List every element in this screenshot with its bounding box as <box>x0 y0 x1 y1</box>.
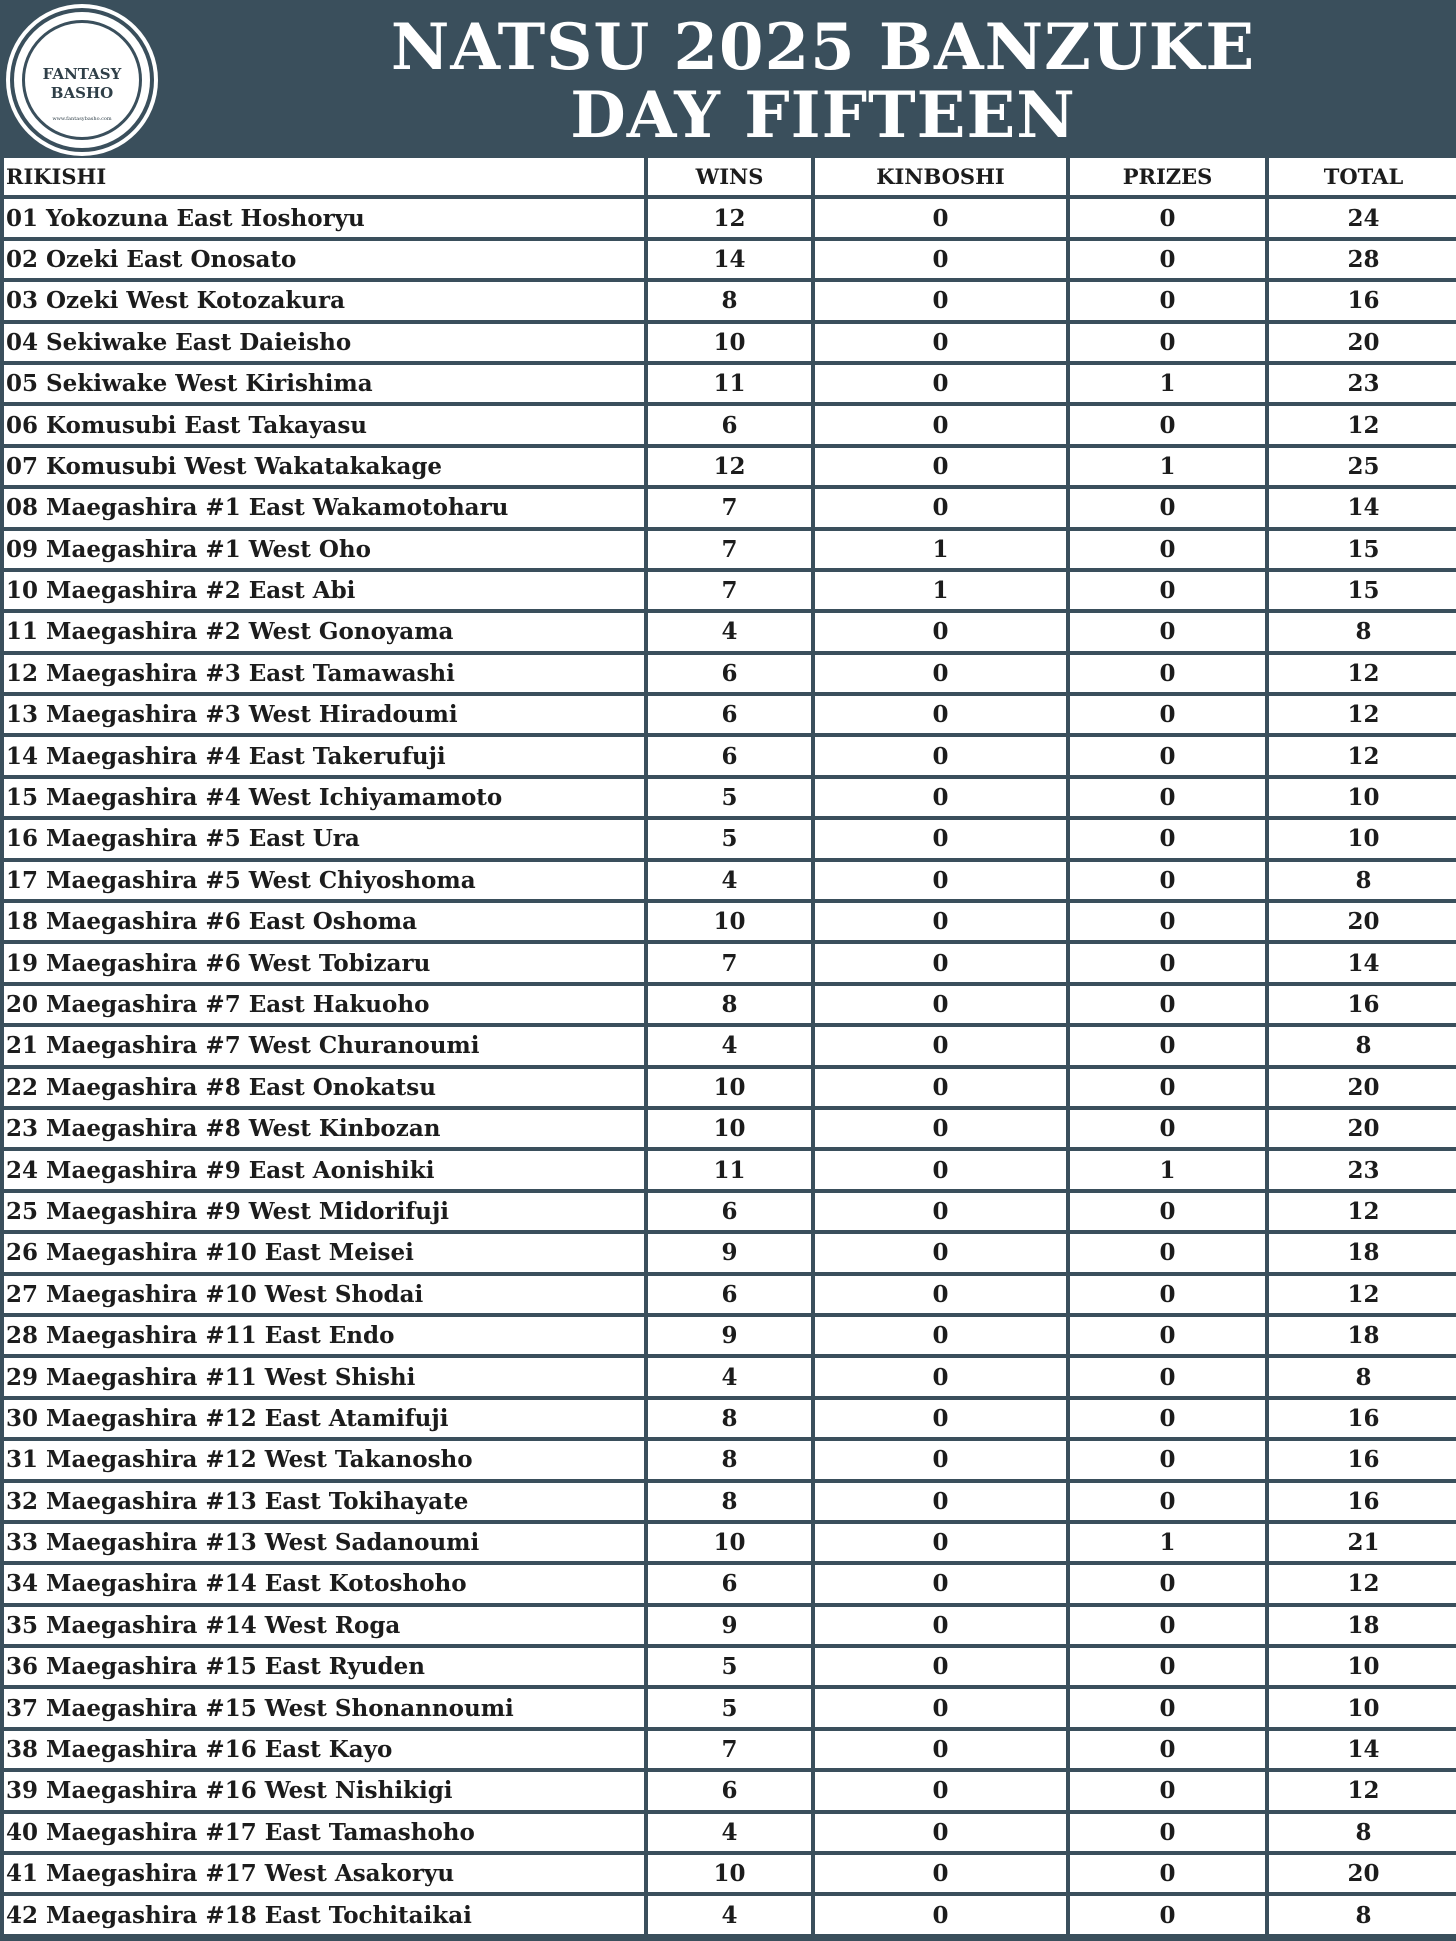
wins-cell: 7 <box>648 1731 811 1768</box>
kinboshi-cell: 1 <box>815 572 1066 609</box>
rikishi-cell: 41 Maegashira #17 West Asakoryu <box>4 1855 644 1892</box>
prizes-cell: 0 <box>1070 1441 1265 1478</box>
kinboshi-cell: 0 <box>815 1110 1066 1147</box>
rikishi-cell: 22 Maegashira #8 East Onokatsu <box>4 1069 644 1106</box>
total-cell: 16 <box>1269 1400 1456 1437</box>
prizes-cell: 0 <box>1070 1027 1265 1064</box>
prizes-cell: 0 <box>1070 406 1265 443</box>
wins-cell: 6 <box>648 655 811 692</box>
prizes-cell: 0 <box>1070 1400 1265 1437</box>
prizes-cell: 0 <box>1070 1358 1265 1395</box>
wins-cell: 5 <box>648 779 811 816</box>
kinboshi-cell: 0 <box>815 1855 1066 1892</box>
wins-cell: 10 <box>648 1855 811 1892</box>
rikishi-cell: 05 Sekiwake West Kirishima <box>4 365 644 402</box>
total-cell: 21 <box>1269 1524 1456 1561</box>
wins-cell: 4 <box>648 1896 811 1933</box>
kinboshi-cell: 0 <box>815 903 1066 940</box>
rikishi-cell: 21 Maegashira #7 West Churanoumi <box>4 1027 644 1064</box>
prizes-cell: 0 <box>1070 696 1265 733</box>
rikishi-cell: 03 Ozeki West Kotozakura <box>4 282 644 319</box>
wins-cell: 5 <box>648 1689 811 1726</box>
banzuke-table <box>4 158 1454 1934</box>
kinboshi-cell: 0 <box>815 1565 1066 1602</box>
wins-cell: 4 <box>648 862 811 899</box>
total-cell: 14 <box>1269 944 1456 981</box>
rikishi-cell: 36 Maegashira #15 East Ryuden <box>4 1648 644 1685</box>
total-cell: 10 <box>1269 1648 1456 1685</box>
wins-cell: 7 <box>648 531 811 568</box>
rikishi-cell: 19 Maegashira #6 West Tobizaru <box>4 944 644 981</box>
kinboshi-cell: 0 <box>815 406 1066 443</box>
wins-cell: 9 <box>648 1234 811 1271</box>
total-cell: 14 <box>1269 1731 1456 1768</box>
kinboshi-cell: 0 <box>815 1358 1066 1395</box>
wins-cell: 4 <box>648 1814 811 1851</box>
prizes-cell: 0 <box>1070 1855 1265 1892</box>
total-cell: 12 <box>1269 1565 1456 1602</box>
column-header-wins: WINS <box>648 158 811 195</box>
wins-cell: 10 <box>648 1524 811 1561</box>
page-title <box>190 10 1456 153</box>
total-cell: 20 <box>1269 1110 1456 1147</box>
prizes-cell: 0 <box>1070 1648 1265 1685</box>
kinboshi-cell: 0 <box>815 1027 1066 1064</box>
total-cell: 12 <box>1269 737 1456 774</box>
wins-cell: 10 <box>648 1110 811 1147</box>
rikishi-cell: 30 Maegashira #12 East Atamifuji <box>4 1400 644 1437</box>
kinboshi-cell: 0 <box>815 448 1066 485</box>
prizes-cell: 0 <box>1070 199 1265 236</box>
wins-cell: 6 <box>648 1276 811 1313</box>
wins-cell: 6 <box>648 737 811 774</box>
total-cell: 15 <box>1269 531 1456 568</box>
total-cell: 12 <box>1269 696 1456 733</box>
title-line-1: NATSU 2025 BANZUKE <box>390 10 1256 85</box>
total-cell: 12 <box>1269 1276 1456 1313</box>
kinboshi-cell: 0 <box>815 1896 1066 1933</box>
prizes-cell: 0 <box>1070 1607 1265 1644</box>
rikishi-cell: 26 Maegashira #10 East Meisei <box>4 1234 644 1271</box>
title-line-2: DAY FIFTEEN <box>570 78 1076 153</box>
kinboshi-cell: 0 <box>815 1648 1066 1685</box>
prizes-cell: 0 <box>1070 1689 1265 1726</box>
wins-cell: 6 <box>648 1193 811 1230</box>
total-cell: 8 <box>1269 1814 1456 1851</box>
column-header-rikishi: RIKISHI <box>4 158 644 195</box>
column-header-total: TOTAL <box>1269 158 1456 195</box>
prizes-cell: 0 <box>1070 1896 1265 1933</box>
wins-cell: 4 <box>648 613 811 650</box>
prizes-cell: 0 <box>1070 944 1265 981</box>
kinboshi-cell: 0 <box>815 737 1066 774</box>
rikishi-cell: 11 Maegashira #2 West Gonoyama <box>4 613 644 650</box>
rikishi-cell: 42 Maegashira #18 East Tochitaikai <box>4 1896 644 1933</box>
prizes-cell: 0 <box>1070 737 1265 774</box>
wins-cell: 5 <box>648 1648 811 1685</box>
kinboshi-cell: 0 <box>815 944 1066 981</box>
wins-cell: 10 <box>648 1069 811 1106</box>
rikishi-cell: 34 Maegashira #14 East Kotoshoho <box>4 1565 644 1602</box>
total-cell: 15 <box>1269 572 1456 609</box>
kinboshi-cell: 0 <box>815 324 1066 361</box>
kinboshi-cell: 0 <box>815 986 1066 1023</box>
rikishi-cell: 01 Yokozuna East Hoshoryu <box>4 199 644 236</box>
kinboshi-cell: 0 <box>815 365 1066 402</box>
rikishi-cell: 13 Maegashira #3 West Hiradoumi <box>4 696 644 733</box>
rikishi-cell: 32 Maegashira #13 East Tokihayate <box>4 1483 644 1520</box>
total-cell: 12 <box>1269 1772 1456 1809</box>
kinboshi-cell: 0 <box>815 862 1066 899</box>
total-cell: 8 <box>1269 862 1456 899</box>
prizes-cell: 0 <box>1070 1731 1265 1768</box>
wins-cell: 11 <box>648 365 811 402</box>
rikishi-cell: 10 Maegashira #2 East Abi <box>4 572 644 609</box>
wins-cell: 6 <box>648 1565 811 1602</box>
wins-cell: 8 <box>648 1400 811 1437</box>
kinboshi-cell: 0 <box>815 199 1066 236</box>
total-cell: 12 <box>1269 1193 1456 1230</box>
total-cell: 12 <box>1269 655 1456 692</box>
wins-cell: 5 <box>648 820 811 857</box>
kinboshi-cell: 0 <box>815 1772 1066 1809</box>
rikishi-cell: 23 Maegashira #8 West Kinbozan <box>4 1110 644 1147</box>
rikishi-cell: 02 Ozeki East Onosato <box>4 241 644 278</box>
rikishi-cell: 04 Sekiwake East Daieisho <box>4 324 644 361</box>
prizes-cell: 0 <box>1070 531 1265 568</box>
wins-cell: 9 <box>648 1607 811 1644</box>
total-cell: 18 <box>1269 1317 1456 1354</box>
total-cell: 18 <box>1269 1607 1456 1644</box>
rikishi-cell: 33 Maegashira #13 West Sadanoumi <box>4 1524 644 1561</box>
column-header-prizes: PRIZES <box>1070 158 1265 195</box>
kinboshi-cell: 0 <box>815 820 1066 857</box>
total-cell: 20 <box>1269 1069 1456 1106</box>
total-cell: 20 <box>1269 1855 1456 1892</box>
wins-cell: 8 <box>648 1483 811 1520</box>
kinboshi-cell: 0 <box>815 1483 1066 1520</box>
total-cell: 8 <box>1269 1896 1456 1933</box>
total-cell: 10 <box>1269 1689 1456 1726</box>
kinboshi-cell: 0 <box>815 1400 1066 1437</box>
kinboshi-cell: 0 <box>815 1069 1066 1106</box>
rikishi-cell: 38 Maegashira #16 East Kayo <box>4 1731 644 1768</box>
wins-cell: 7 <box>648 944 811 981</box>
total-cell: 28 <box>1269 241 1456 278</box>
prizes-cell: 0 <box>1070 1772 1265 1809</box>
wins-cell: 8 <box>648 282 811 319</box>
wins-cell: 8 <box>648 1441 811 1478</box>
kinboshi-cell: 0 <box>815 1234 1066 1271</box>
logo-text: FANTASY BASHO <box>42 65 122 102</box>
prizes-cell: 0 <box>1070 1069 1265 1106</box>
kinboshi-cell: 0 <box>815 282 1066 319</box>
rikishi-cell: 24 Maegashira #9 East Aonishiki <box>4 1151 644 1188</box>
wins-cell: 12 <box>648 448 811 485</box>
rikishi-cell: 12 Maegashira #3 East Tamawashi <box>4 655 644 692</box>
prizes-cell: 0 <box>1070 655 1265 692</box>
total-cell: 16 <box>1269 1441 1456 1478</box>
prizes-cell: 0 <box>1070 1234 1265 1271</box>
prizes-cell: 0 <box>1070 613 1265 650</box>
prizes-cell: 1 <box>1070 448 1265 485</box>
prizes-cell: 0 <box>1070 862 1265 899</box>
prizes-cell: 0 <box>1070 282 1265 319</box>
total-cell: 16 <box>1269 1483 1456 1520</box>
prizes-cell: 0 <box>1070 1483 1265 1520</box>
total-cell: 18 <box>1269 1234 1456 1271</box>
wins-cell: 7 <box>648 489 811 526</box>
total-cell: 24 <box>1269 199 1456 236</box>
prizes-cell: 1 <box>1070 1524 1265 1561</box>
total-cell: 14 <box>1269 489 1456 526</box>
kinboshi-cell: 0 <box>815 1276 1066 1313</box>
rikishi-cell: 35 Maegashira #14 West Roga <box>4 1607 644 1644</box>
kinboshi-cell: 0 <box>815 489 1066 526</box>
rikishi-cell: 17 Maegashira #5 West Chiyoshoma <box>4 862 644 899</box>
kinboshi-cell: 0 <box>815 1607 1066 1644</box>
total-cell: 16 <box>1269 986 1456 1023</box>
total-cell: 8 <box>1269 1027 1456 1064</box>
total-cell: 20 <box>1269 324 1456 361</box>
prizes-cell: 0 <box>1070 903 1265 940</box>
rikishi-cell: 29 Maegashira #11 West Shishi <box>4 1358 644 1395</box>
prizes-cell: 0 <box>1070 779 1265 816</box>
rikishi-cell: 18 Maegashira #6 East Oshoma <box>4 903 644 940</box>
kinboshi-cell: 0 <box>815 1151 1066 1188</box>
rikishi-cell: 25 Maegashira #9 West Midorifuji <box>4 1193 644 1230</box>
kinboshi-cell: 0 <box>815 1731 1066 1768</box>
kinboshi-cell: 0 <box>815 1317 1066 1354</box>
prizes-cell: 0 <box>1070 820 1265 857</box>
prizes-cell: 0 <box>1070 1110 1265 1147</box>
kinboshi-cell: 0 <box>815 655 1066 692</box>
wins-cell: 10 <box>648 903 811 940</box>
total-cell: 16 <box>1269 282 1456 319</box>
column-header-kinboshi: KINBOSHI <box>815 158 1066 195</box>
rikishi-cell: 06 Komusubi East Takayasu <box>4 406 644 443</box>
wins-cell: 11 <box>648 1151 811 1188</box>
wins-cell: 6 <box>648 1772 811 1809</box>
wins-cell: 10 <box>648 324 811 361</box>
total-cell: 12 <box>1269 406 1456 443</box>
prizes-cell: 0 <box>1070 986 1265 1023</box>
total-cell: 10 <box>1269 820 1456 857</box>
prizes-cell: 0 <box>1070 572 1265 609</box>
kinboshi-cell: 0 <box>815 696 1066 733</box>
prizes-cell: 0 <box>1070 489 1265 526</box>
rikishi-cell: 07 Komusubi West Wakatakakage <box>4 448 644 485</box>
prizes-cell: 1 <box>1070 365 1265 402</box>
kinboshi-cell: 0 <box>815 1441 1066 1478</box>
total-cell: 23 <box>1269 1151 1456 1188</box>
wins-cell: 9 <box>648 1317 811 1354</box>
header <box>0 0 1456 158</box>
wins-cell: 4 <box>648 1358 811 1395</box>
wins-cell: 7 <box>648 572 811 609</box>
kinboshi-cell: 1 <box>815 531 1066 568</box>
prizes-cell: 0 <box>1070 1276 1265 1313</box>
rikishi-cell: 39 Maegashira #16 West Nishikigi <box>4 1772 644 1809</box>
kinboshi-cell: 0 <box>815 779 1066 816</box>
kinboshi-cell: 0 <box>815 1193 1066 1230</box>
kinboshi-cell: 0 <box>815 613 1066 650</box>
total-cell: 20 <box>1269 903 1456 940</box>
wins-cell: 14 <box>648 241 811 278</box>
rikishi-cell: 16 Maegashira #5 East Ura <box>4 820 644 857</box>
rikishi-cell: 15 Maegashira #4 West Ichiyamamoto <box>4 779 644 816</box>
rikishi-cell: 37 Maegashira #15 West Shonannoumi <box>4 1689 644 1726</box>
wins-cell: 6 <box>648 696 811 733</box>
fantasy-basho-logo <box>10 8 154 152</box>
wins-cell: 6 <box>648 406 811 443</box>
prizes-cell: 0 <box>1070 1317 1265 1354</box>
rikishi-cell: 20 Maegashira #7 East Hakuoho <box>4 986 644 1023</box>
rikishi-cell: 31 Maegashira #12 West Takanosho <box>4 1441 644 1478</box>
prizes-cell: 1 <box>1070 1151 1265 1188</box>
kinboshi-cell: 0 <box>815 1814 1066 1851</box>
prizes-cell: 0 <box>1070 1565 1265 1602</box>
wins-cell: 4 <box>648 1027 811 1064</box>
wins-cell: 8 <box>648 986 811 1023</box>
total-cell: 8 <box>1269 613 1456 650</box>
rikishi-cell: 40 Maegashira #17 East Tamashoho <box>4 1814 644 1851</box>
total-cell: 25 <box>1269 448 1456 485</box>
prizes-cell: 0 <box>1070 324 1265 361</box>
rikishi-cell: 28 Maegashira #11 East Endo <box>4 1317 644 1354</box>
rikishi-cell: 08 Maegashira #1 East Wakamotoharu <box>4 489 644 526</box>
kinboshi-cell: 0 <box>815 1689 1066 1726</box>
prizes-cell: 0 <box>1070 1814 1265 1851</box>
total-cell: 8 <box>1269 1358 1456 1395</box>
logo-url: www.fantasybasho.com <box>52 116 112 122</box>
rikishi-cell: 14 Maegashira #4 East Takerufuji <box>4 737 644 774</box>
wins-cell: 12 <box>648 199 811 236</box>
total-cell: 23 <box>1269 365 1456 402</box>
kinboshi-cell: 0 <box>815 241 1066 278</box>
prizes-cell: 0 <box>1070 1193 1265 1230</box>
rikishi-cell: 27 Maegashira #10 West Shodai <box>4 1276 644 1313</box>
kinboshi-cell: 0 <box>815 1524 1066 1561</box>
rikishi-cell: 09 Maegashira #1 West Oho <box>4 531 644 568</box>
total-cell: 10 <box>1269 779 1456 816</box>
prizes-cell: 0 <box>1070 241 1265 278</box>
